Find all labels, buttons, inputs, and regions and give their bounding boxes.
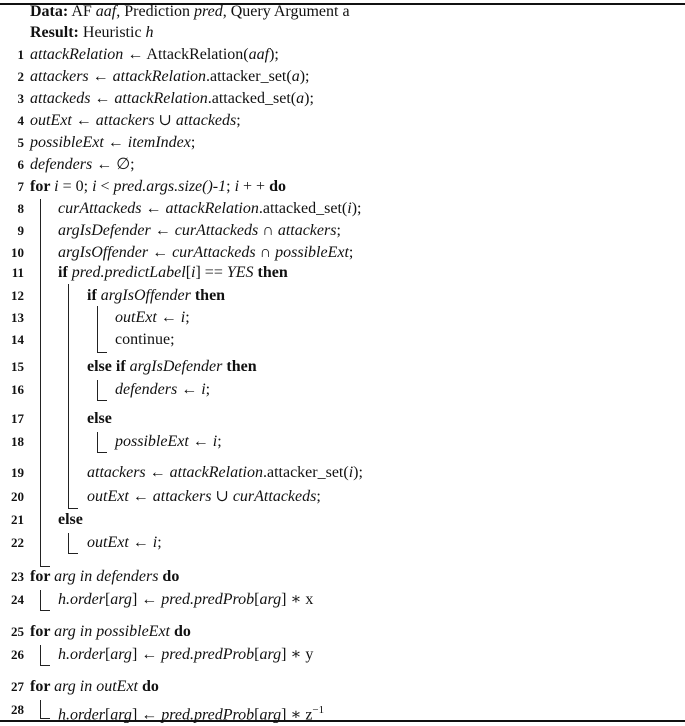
algorithm-line [115, 308, 190, 328]
code-token: attackRelation [112, 68, 206, 85]
code-token: ] ← [131, 646, 162, 663]
code-token: ← [128, 488, 153, 505]
result-line [30, 23, 154, 43]
line-number: 27 [11, 679, 24, 694]
line-number: 10 [11, 245, 24, 260]
code-token: i [191, 264, 196, 281]
block-bar [68, 284, 69, 508]
line-number: 5 [17, 135, 24, 150]
code-token: arg [259, 706, 282, 724]
code-token: arg in possibleExt [54, 623, 170, 640]
code-token: i [347, 200, 352, 217]
line-number: 14 [11, 332, 24, 347]
code-token: ← [150, 222, 175, 239]
code-token: .attacker_set( [205, 68, 292, 85]
code-token: outExt [87, 488, 129, 505]
code-token: pred.args.size()-1 [113, 178, 227, 195]
code-token: ← [177, 381, 202, 398]
code-token: ← [145, 464, 170, 481]
algorithm-line [58, 590, 313, 610]
code-token: curAttackeds [172, 244, 256, 261]
code-token: ; [236, 112, 241, 129]
code-token: for [30, 678, 55, 695]
code-token: ] == [195, 264, 227, 281]
code-token: ← [90, 90, 115, 107]
code-token: [ [254, 591, 260, 608]
code-token: else if [87, 358, 130, 375]
code-token: if [58, 264, 72, 281]
code-token: continue; [115, 331, 175, 348]
code-token: for [30, 623, 55, 640]
block-bar [68, 533, 69, 553]
algorithm-line [58, 221, 341, 241]
code-token: do [169, 623, 191, 640]
code-token: curAttackeds [174, 222, 259, 239]
code-token: attackers [152, 488, 212, 505]
algorithm-line [30, 45, 279, 65]
algorithm-line [58, 263, 288, 283]
code-token: ∪ [211, 488, 233, 505]
code-token: arg in defenders [54, 568, 159, 585]
code-token: attackRelation [114, 90, 208, 107]
code-token: pred.predictLabel [71, 264, 186, 281]
algorithm-line [30, 567, 179, 587]
code-token: arg [110, 646, 132, 663]
code-token: argIsDefender [58, 222, 151, 239]
code-token: ∩ [255, 244, 276, 261]
line-number: 24 [11, 592, 24, 607]
code-token: then [222, 358, 257, 375]
code-token: i [92, 178, 97, 195]
line-number: 6 [17, 157, 24, 172]
code-token: Data: [30, 3, 69, 20]
algorithm-line [115, 432, 222, 452]
code-token: attackers [87, 464, 146, 481]
line-number: 16 [11, 382, 24, 397]
code-token: ; [226, 178, 235, 195]
line-number: 12 [11, 288, 24, 303]
line-number: 18 [11, 434, 24, 449]
code-token: ] ∗ x [281, 591, 314, 608]
code-token: ] ∗ y [281, 646, 314, 663]
code-token: ← [148, 244, 173, 261]
algorithm-line [30, 133, 195, 153]
code-token: argIsOffender [58, 244, 149, 261]
block-end-hook [40, 610, 50, 611]
code-token: ← ∅; [92, 156, 135, 173]
code-token: arg [259, 591, 282, 608]
code-token: i [201, 381, 206, 398]
algorithm-line [58, 243, 353, 263]
code-token: ); [269, 46, 279, 63]
code-token: arg in outExt [54, 678, 138, 695]
line-number: 28 [11, 702, 24, 717]
block-end-hook [68, 553, 78, 554]
code-token: + + [239, 178, 270, 195]
algorithm-line [30, 89, 314, 109]
code-token: ; [190, 134, 196, 151]
code-token: arg [259, 646, 282, 663]
code-token: pred.predProb [161, 646, 255, 663]
code-token: else [58, 511, 83, 528]
code-token: ; [185, 309, 190, 326]
code-token: ← [71, 112, 96, 129]
line-number: 8 [17, 201, 24, 216]
algorithm-line [30, 622, 191, 642]
algorithm-line [115, 380, 210, 400]
code-token: .attacked_set( [207, 90, 297, 107]
code-token: ] ← [131, 591, 162, 608]
block-end-hook [68, 508, 78, 509]
code-token: ; [316, 488, 321, 505]
algorithm-line [87, 463, 363, 483]
code-token: i [180, 309, 186, 326]
code-token: defenders [115, 381, 178, 398]
block-bar [40, 700, 41, 718]
block-end-hook [97, 452, 107, 453]
block-bar [40, 645, 41, 665]
code-token: = 0; [58, 178, 93, 195]
code-token: then [253, 264, 288, 281]
code-token: Heuristic [78, 24, 146, 41]
code-token: ← [88, 68, 113, 85]
algorithm-line [30, 677, 159, 697]
code-token: [ [185, 264, 192, 281]
algorithm-line [58, 700, 324, 725]
algorithm-line [87, 487, 321, 507]
algorithm-line [58, 199, 361, 219]
line-number: 22 [11, 535, 24, 550]
code-token: h [145, 24, 154, 41]
code-token: , Prediction [116, 3, 195, 20]
code-token: curAttackeds [58, 200, 142, 217]
data-line [30, 2, 350, 22]
code-token: itemIndex [127, 134, 191, 151]
code-token: possibleExt [30, 134, 104, 151]
code-token: ] ← [131, 706, 162, 724]
block-bar [40, 199, 41, 566]
code-token: ; [348, 244, 354, 261]
code-token: ; [217, 433, 222, 450]
algorithm-line [30, 155, 135, 175]
code-token: [ [254, 646, 260, 663]
code-token: do [269, 178, 286, 195]
algorithm-line [115, 330, 175, 350]
code-token: ← [141, 200, 166, 217]
code-token: for [30, 178, 55, 195]
line-number: 19 [11, 465, 24, 480]
code-token: argIsDefender [129, 358, 223, 375]
code-token: for [30, 568, 55, 585]
code-token: pred.predProb [161, 706, 255, 724]
code-token: ← [188, 433, 213, 450]
algorithm-line [58, 510, 83, 530]
line-number: 21 [11, 512, 24, 527]
algorithm-line [30, 177, 286, 197]
code-token: ); [353, 464, 363, 481]
code-token: [ [254, 706, 260, 724]
line-number: 2 [17, 69, 24, 84]
line-number: 26 [11, 647, 24, 662]
code-token: outExt [30, 112, 72, 129]
line-number: 20 [11, 489, 24, 504]
code-token: h.order [58, 706, 105, 724]
line-number: 7 [17, 179, 24, 194]
code-token: ); [304, 90, 314, 107]
algorithm-line [87, 357, 257, 377]
code-token: attackRelation [169, 464, 263, 481]
code-token: else [87, 410, 112, 427]
code-token: attackeds [175, 112, 237, 129]
code-token: defenders [30, 156, 93, 173]
line-number: 23 [11, 569, 24, 584]
code-token: i [234, 178, 240, 195]
code-token: attackers [30, 68, 89, 85]
code-token: ← [103, 134, 128, 151]
code-token: possibleExt [275, 244, 349, 261]
block-end-hook [97, 400, 107, 401]
algorithm-line [58, 645, 313, 665]
code-token: do [158, 568, 180, 585]
code-token: outExt [87, 534, 129, 551]
code-token: [ [104, 591, 111, 608]
code-token: ← [128, 534, 153, 551]
line-number: 13 [11, 310, 24, 325]
code-token: ); [351, 200, 362, 217]
code-token: a [296, 90, 305, 107]
block-end-hook [40, 718, 50, 719]
block-bar [97, 432, 98, 452]
algorithm-line [30, 111, 241, 131]
code-token: ← AttackRelation( [123, 46, 249, 63]
code-token: ; [336, 222, 341, 239]
code-token: attackers [277, 222, 337, 239]
code-token: arg [110, 591, 132, 608]
code-token: i [212, 433, 218, 450]
algorithm-line [87, 286, 225, 306]
block-end-hook [40, 566, 50, 567]
code-token: i [54, 178, 59, 195]
line-number: 4 [17, 113, 24, 128]
code-token: ); [299, 68, 310, 85]
code-token: ∪ [154, 112, 176, 129]
code-token: a [291, 68, 300, 85]
algorithm-line [87, 533, 162, 553]
code-token: do [137, 678, 159, 695]
code-token: ; [157, 534, 162, 551]
code-token: possibleExt [115, 433, 189, 450]
code-token: i [348, 464, 354, 481]
code-token: [ [104, 706, 111, 724]
code-token: arg [110, 706, 132, 724]
code-token: then [190, 287, 226, 304]
code-token: .attacked_set( [258, 200, 348, 217]
code-token: .attacker_set( [262, 464, 349, 481]
code-token: attackRelation [165, 200, 259, 217]
code-token: , Query Argument a [222, 3, 350, 20]
block-end-hook [97, 352, 107, 353]
code-token: aaf [95, 3, 117, 20]
block-bar [40, 590, 41, 610]
line-number: 25 [11, 624, 24, 639]
line-number: 1 [17, 47, 24, 62]
algorithm-line [30, 67, 309, 87]
algorithm-line [87, 409, 112, 429]
code-token: ← [156, 309, 181, 326]
code-token: ; [205, 381, 211, 398]
line-number: 3 [17, 91, 24, 106]
code-token: pred [194, 3, 223, 20]
line-number: 11 [11, 265, 24, 280]
code-token: aaf [248, 46, 270, 63]
line-number: 17 [11, 411, 24, 426]
block-bar [97, 380, 98, 400]
code-token: if [87, 287, 101, 304]
code-token: [ [104, 646, 111, 663]
code-token: curAttackeds [232, 488, 317, 505]
code-token: outExt [115, 309, 157, 326]
line-number: 9 [17, 223, 24, 238]
code-token: attackers [95, 112, 155, 129]
code-token: attackRelation [30, 46, 124, 63]
code-token: YES [226, 264, 254, 281]
code-token: argIsOffender [100, 287, 191, 304]
code-token: h.order [58, 646, 105, 663]
code-token: h.order [58, 591, 105, 608]
block-end-hook [40, 665, 50, 666]
code-token: i [152, 534, 158, 551]
code-token: AF [68, 3, 96, 20]
code-token: < [96, 178, 114, 195]
code-token: attackeds [30, 90, 91, 107]
code-token: Result: [30, 24, 79, 41]
code-token: ] ∗ z [281, 706, 313, 724]
code-token: −1 [312, 704, 325, 716]
block-bar [97, 306, 98, 352]
code-token: pred.predProb [161, 591, 255, 608]
line-number: 15 [11, 359, 24, 374]
code-token: ∩ [258, 222, 278, 239]
